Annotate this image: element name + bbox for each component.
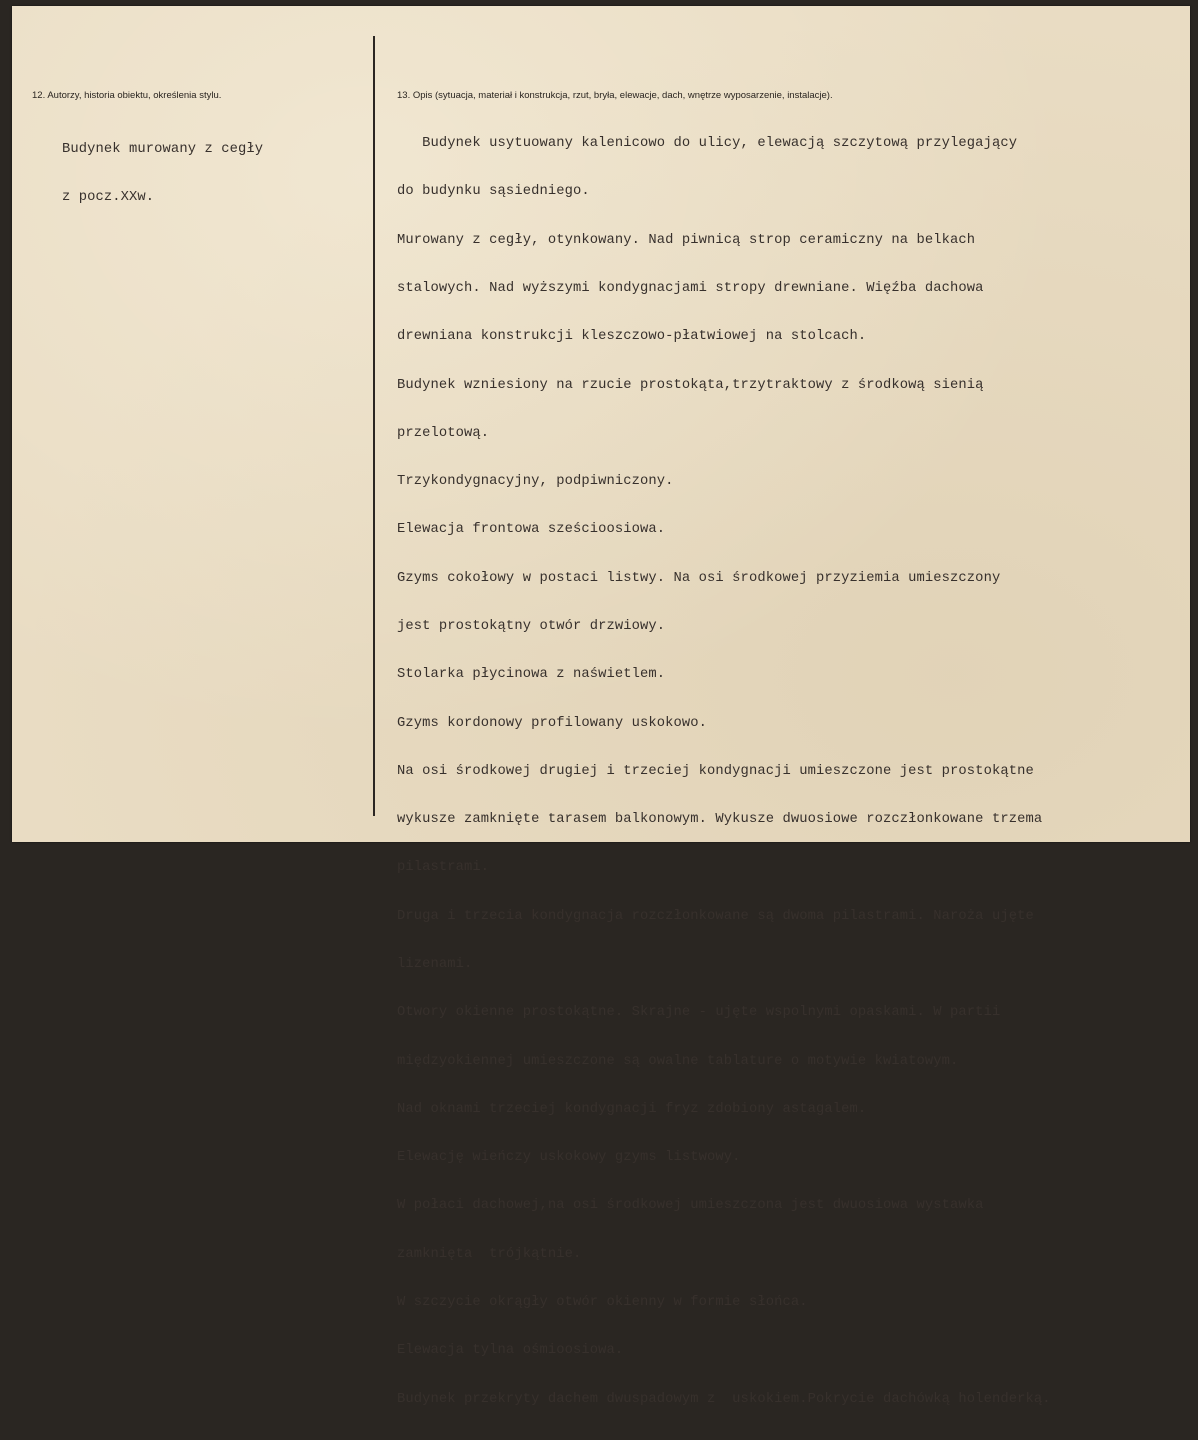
typed-line: Budynek wzniesiony na rzucie prostokąta,trzytraktowy z środkową sienią bbox=[397, 377, 984, 393]
typed-line: Stolarka płycinowa z naświetlem. bbox=[397, 667, 666, 683]
field-label-authors-history: 12. Autorzy, historia obiektu, określenia stylu. bbox=[32, 90, 222, 101]
typed-line: lizenami. bbox=[397, 956, 473, 972]
typed-line: Na osi środkowej drugiej i trzeciej kondygnacji umieszczone jest prostokątne bbox=[397, 763, 1034, 779]
typed-line: Nad oknami trzeciej kondygnacji fryz zdobiony astagalem. bbox=[397, 1101, 867, 1117]
document-sheet bbox=[12, 6, 1190, 1407]
typed-text-authors-history bbox=[62, 110, 263, 239]
typed-line: zamknięta trójkątnie. bbox=[397, 1246, 582, 1262]
typed-line: międzyokiennej umieszczone są owalne tablature o motywie kwiatowym. bbox=[397, 1053, 959, 1069]
typed-line: wykusze zamknięte tarasem balkonowym. Wykusze dwuosiowe rozczłonkowane trzema bbox=[397, 812, 1043, 828]
typed-line: Druga i trzecia kondygnacja rozczłonkowane są dwoma pilastrami. Naroża ujęte bbox=[397, 908, 1034, 924]
typed-line: Budynek przekryty dachem dwuspadowym z uskokiem.Pokrycie dachówką holenderką. bbox=[397, 1391, 1051, 1407]
column-divider bbox=[373, 36, 375, 816]
typed-line: z pocz.XXw. bbox=[62, 190, 155, 206]
typed-line: jest prostokątny otwór drzwiowy. bbox=[397, 619, 666, 634]
typed-line: Gzyms cokołowy w postaci listwy. Na osi środkowej przyziemia umieszczony bbox=[397, 570, 1001, 586]
typed-line: stalowych. Nad wyższymi kondygnacjami stropy drewniane. Więźba dachowa bbox=[397, 281, 984, 297]
typed-line: przelotową. bbox=[397, 425, 490, 441]
typed-line: Gzyms kordonowy profilowany uskokowo. bbox=[397, 715, 708, 731]
typed-line: Elewacja frontowa sześcioosiowa. bbox=[397, 522, 666, 538]
typed-line: Elewację wieńczy uskokowy gzyms listwowy. bbox=[397, 1150, 741, 1166]
typed-line: Budynek murowany z cegły bbox=[62, 142, 264, 158]
field-label-description: 13. Opis (sytuacja, materiał i konstrukcja, rzut, bryła, elewacje, dach, wnętrze wyposarzenie, instalacje). bbox=[397, 90, 833, 101]
typed-line: W szczycie okrągły otwór okienny w formie słońca. bbox=[397, 1294, 808, 1310]
typed-line: Murowany z cegły, otynkowany. Nad piwnicą strop ceramiczny na belkach bbox=[397, 232, 976, 248]
typed-line: pilastrami. bbox=[397, 860, 490, 876]
typed-line: Otwory okienne prostokątne. Skrajne - ujęte wspolnymi opaskami. W partii bbox=[397, 1005, 1001, 1021]
typed-line: Elewacja tylna ośmioosiowa. bbox=[397, 1343, 624, 1359]
typed-line: drewniana konstrukcji kleszczowo-płatwiowej na stolcach. bbox=[397, 329, 867, 345]
typed-text-description bbox=[397, 104, 1051, 1440]
typed-line: do budynku sąsiedniego. bbox=[397, 184, 590, 200]
typed-line: W połaci dachowej,na osi środkowej umieszczona jest dwuosiowa wystawka bbox=[397, 1198, 984, 1214]
typed-line: Budynek usytuowany kalenicowo do ulicy, elewacją szczytową przylegający bbox=[397, 136, 1018, 152]
typed-line: Trzykondygnacyjny, podpiwniczony. bbox=[397, 474, 674, 490]
